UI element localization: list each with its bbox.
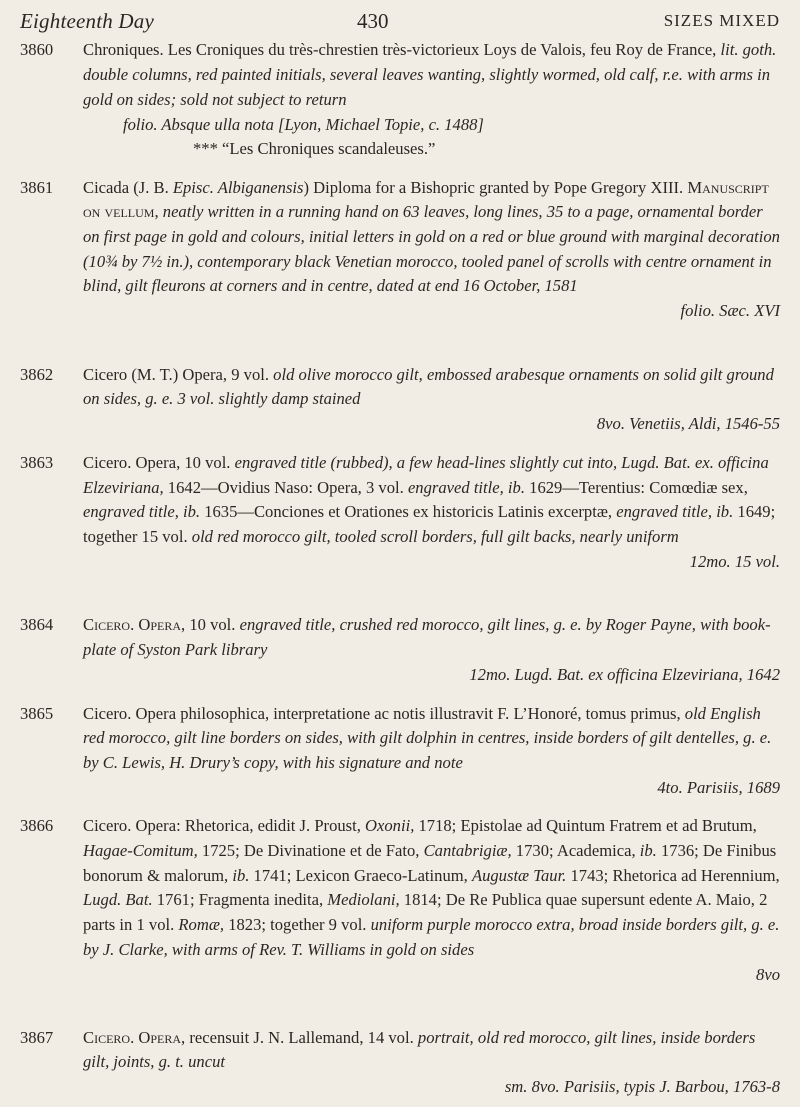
lot-3867: [20, 1026, 780, 1100]
lot-number: 3866: [20, 816, 54, 836]
lot-number: 3863: [20, 452, 54, 472]
lot-number: 3862: [20, 364, 54, 384]
lot-description: Cicero (M. T.) Opera, 9 vol. old olive morocco gilt, embossed arabesque ornaments on solid gilt ground on sides, g. e. 3 vol. slightly damp stained 8vo. Venetiis, Aldi, 1546-55: [83, 364, 780, 434]
lot-number: 3861: [20, 177, 54, 197]
lot-description: Cicero. Opera, 10 vol. engraved title (rubbed), a few head-lines slightly cut into, Lugd. Bat. ex. officina Elzeviriana, 1642—Ovidius Naso: Opera, 3 vol. engraved title, ib. 1629—Terentius: Comœdiæ sex, engraved title, ib. 1635—Conciones et Orationes ex historicis Latinis excerptæ, engraved title, ib. 1649; together 15 vol. old red morocco gilt, tooled scroll borders, full gilt backs, nearly uniform 12mo. 15 vol.: [83, 452, 780, 571]
running-header: [20, 7, 780, 37]
lot-3863: [20, 451, 780, 575]
lot-3860: [20, 38, 780, 162]
lot-3861: [20, 176, 780, 324]
header-section: SIZES MIXED: [663, 11, 780, 30]
lot-description: Cicero. Opera, 10 vol. engraved title, crushed red morocco, gilt lines, g. e. by Roger Payne, with book-plate of Syston Park library 12mo. Lugd. Bat. ex officina Elzeviriana, 1642: [83, 615, 780, 684]
lot-description: Chroniques. Les Croniques du très-chrestien très-victorieux Loys de Valois, feu Roy de France, lit. goth. double columns, red painted initials, several leaves wanting, slightly wormed, old calf, r.e. with arms in gold on sides; sold not subject to return folio. Absque ulla nota [Lyon, Michael Topie, c. 1488] *** “Les Chroniques scandaleuses.”: [83, 40, 777, 159]
lot-number: 3865: [20, 703, 54, 723]
lot-3866: [20, 814, 780, 987]
lot-3865: [20, 702, 780, 801]
lot-description: Cicero. Opera philosophica, interpretatione ac notis illustravit F. L’Honoré, tomus primus, old English red morocco, gilt line borders on sides, with gilt dolphin in centres, inside borders of gilt dentelles, g. e. by C. Lewis, H. Drury’s copy, with his signature and note 4to. Parisiis, 1689: [83, 703, 780, 797]
page-number: 430: [357, 9, 389, 33]
lot-description: Cicada (J. B. Episc. Albiganensis) Diploma for a Bishopric granted by Pope Gregory XIII. Manuscript on vellum, neatly written in a running hand on 63 leaves, long lines, 35 to a page, ornamental border on first page in gold and colours, initial letters in gold on a red or blue ground with marginal decoration (10¾ by 7½ in.), contemporary black Venetian morocco, tooled panel of scrolls with centre ornament in blind, gilt fleurons at corners and in centre, dated at end 16 October, 1581 folio. Sæc. XVI: [83, 177, 780, 321]
lot-number: 3867: [20, 1027, 54, 1047]
lot-description: Cicero. Opera: Rhetorica, edidit J. Proust, Oxonii, 1718; Epistolae ad Quintum Fratrem et ad Brutum, Hagae-Comitum, 1725; De Divinatione et de Fato, Cantabrigiæ, 1730; Academica, ib. 1736; De Finibus bonorum & malorum, ib. 1741; Lexicon Graeco-Latinum, Augustæ Taur. 1743; Rhetorica ad Herennium, Lugd. Bat. 1761; Fragmenta inedita, Mediolani, 1814; De Re Publica quae supersunt edente A. Maio, 2 parts in 1 vol. Romæ, 1823; together 9 vol. uniform purple morocco extra, broad inside borders gilt, g. e. by J. Clarke, with arms of Rev. T. Williams in gold on sides 8vo: [83, 816, 780, 984]
lot-description: Cicero. Opera, recensuit J. N. Lallemand, 14 vol. portrait, old red morocco, gilt lines, inside borders gilt, joints, g. t. uncut sm. 8vo. Parisiis, typis J. Barbou, 1763-8: [83, 1027, 780, 1097]
lot-number: 3860: [20, 40, 54, 60]
lot-3864: [20, 613, 780, 687]
header-day: Eighteenth Day: [20, 9, 155, 33]
lot-number: 3864: [20, 615, 54, 635]
lot-3862: [20, 363, 780, 437]
